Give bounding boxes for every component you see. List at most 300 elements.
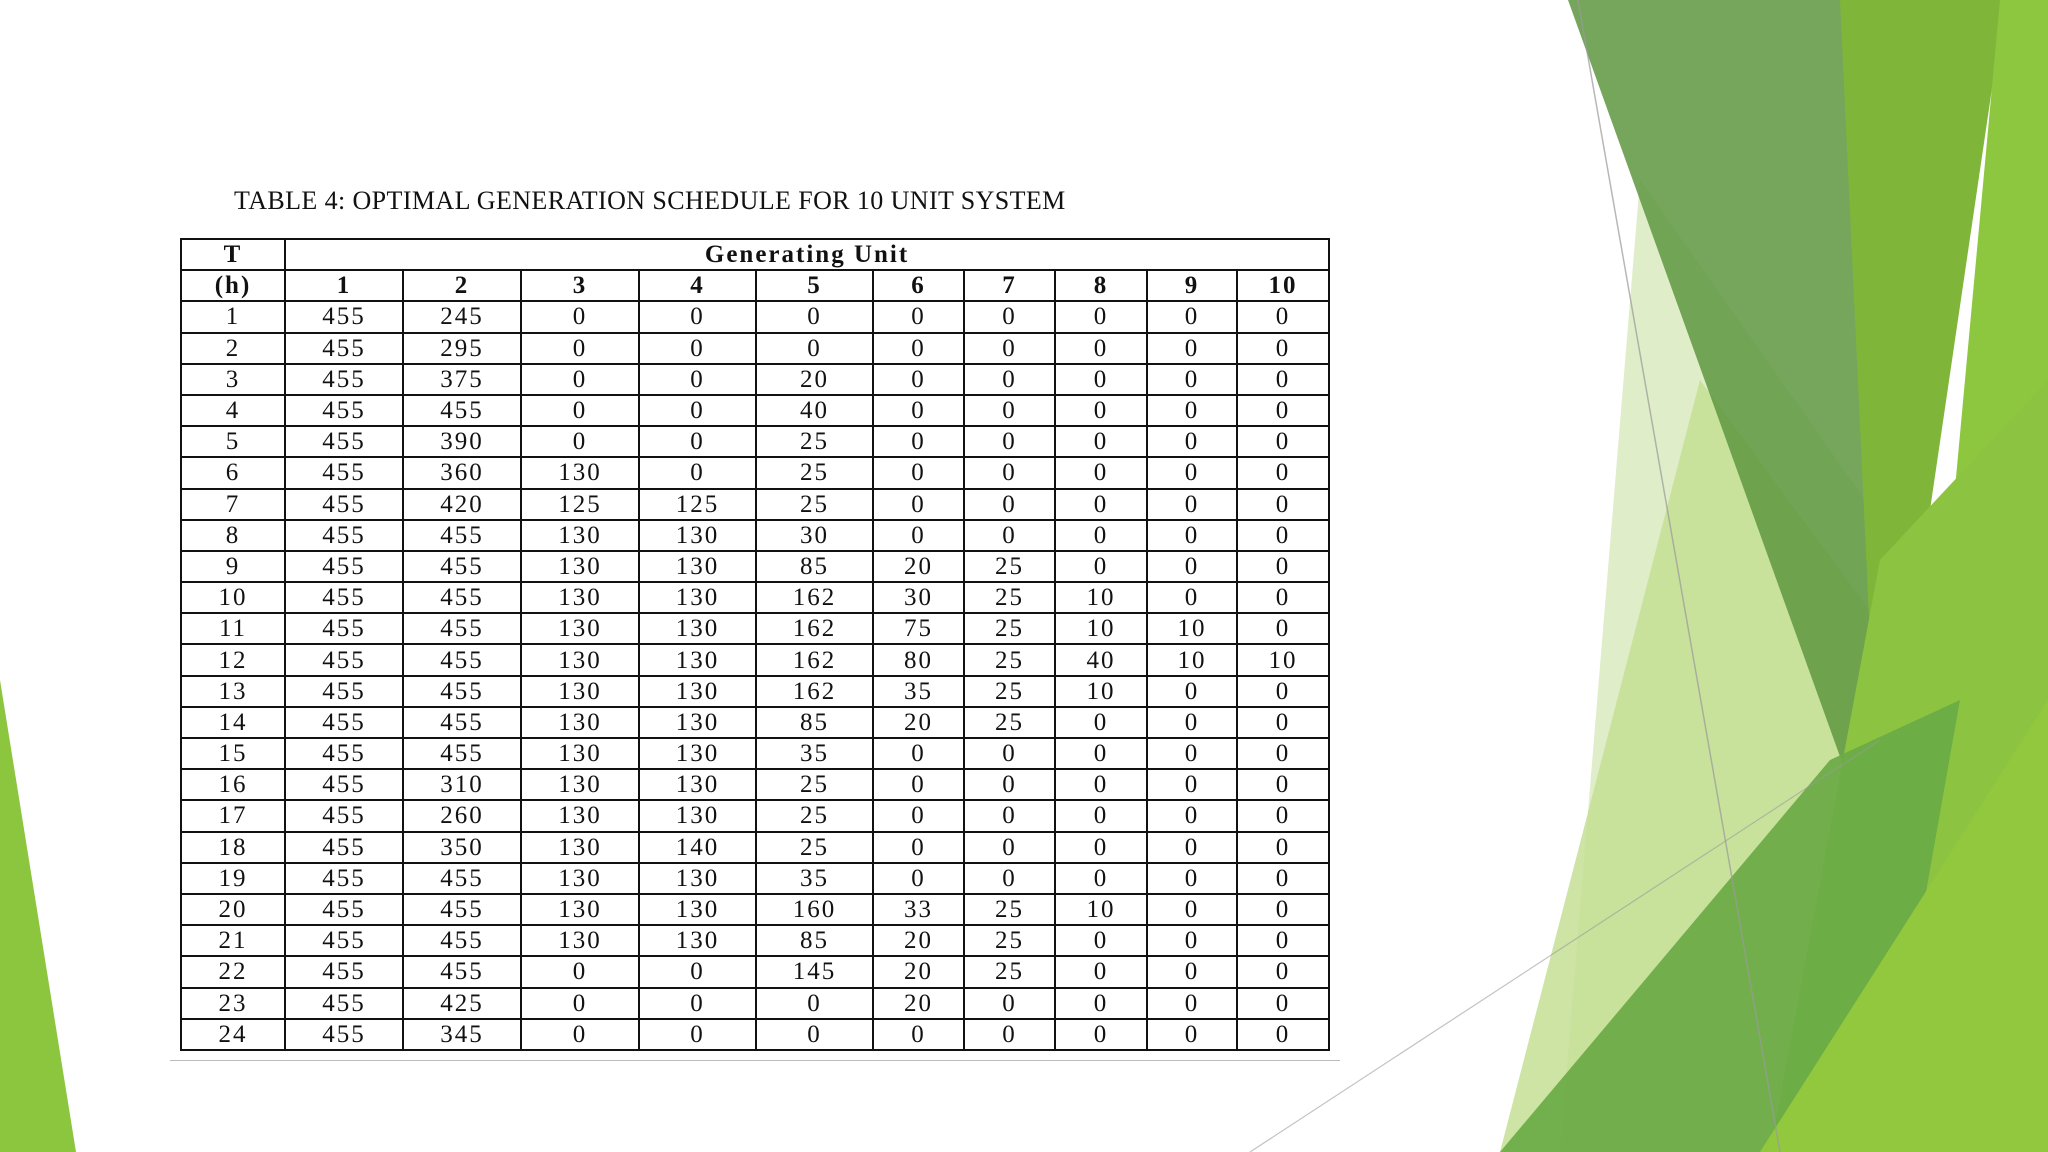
unit-output-cell: 25 <box>756 457 873 488</box>
unit-output-cell: 0 <box>1147 520 1237 551</box>
unit-output-cell: 25 <box>756 769 873 800</box>
unit-header: 8 <box>1055 270 1147 301</box>
table-row <box>181 301 1329 332</box>
unit-output-cell: 455 <box>285 613 403 644</box>
table-row <box>181 551 1329 582</box>
unit-output-cell: 20 <box>873 925 964 956</box>
unit-output-cell: 0 <box>873 395 964 426</box>
table-row <box>181 832 1329 863</box>
unit-output-cell: 0 <box>521 333 639 364</box>
unit-output-cell: 0 <box>1055 988 1147 1019</box>
unit-output-cell: 0 <box>873 364 964 395</box>
unit-output-cell: 0 <box>639 333 756 364</box>
unit-output-cell: 0 <box>1237 489 1329 520</box>
unit-output-cell: 0 <box>1147 707 1237 738</box>
unit-output-cell: 0 <box>1055 333 1147 364</box>
unit-output-cell: 140 <box>639 832 756 863</box>
unit-output-cell: 0 <box>1147 832 1237 863</box>
unit-output-cell: 0 <box>1237 426 1329 457</box>
unit-output-cell: 0 <box>1055 832 1147 863</box>
table-row <box>181 863 1329 894</box>
unit-output-cell: 0 <box>1147 800 1237 831</box>
unit-output-cell: 0 <box>1055 364 1147 395</box>
unit-output-cell: 0 <box>1055 863 1147 894</box>
unit-output-cell: 125 <box>639 489 756 520</box>
unit-output-cell: 80 <box>873 644 964 675</box>
unit-output-cell: 130 <box>521 582 639 613</box>
unit-output-cell: 130 <box>521 551 639 582</box>
unit-output-cell: 455 <box>285 956 403 987</box>
hour-cell: 5 <box>181 426 285 457</box>
table-header <box>181 239 1329 301</box>
unit-output-cell: 0 <box>964 832 1055 863</box>
hour-cell: 15 <box>181 738 285 769</box>
unit-output-cell: 0 <box>964 769 1055 800</box>
table-row <box>181 925 1329 956</box>
unit-output-cell: 455 <box>285 644 403 675</box>
unit-output-cell: 162 <box>756 644 873 675</box>
unit-header: 2 <box>403 270 521 301</box>
left-green-sliver <box>0 680 76 1152</box>
unit-output-cell: 10 <box>1237 644 1329 675</box>
unit-output-cell: 0 <box>964 800 1055 831</box>
table-row <box>181 676 1329 707</box>
unit-output-cell: 10 <box>1055 613 1147 644</box>
unit-output-cell: 0 <box>873 333 964 364</box>
unit-output-cell: 25 <box>964 582 1055 613</box>
hour-cell: 19 <box>181 863 285 894</box>
unit-output-cell: 0 <box>1237 364 1329 395</box>
unit-output-cell: 0 <box>1237 894 1329 925</box>
unit-output-cell: 35 <box>756 738 873 769</box>
unit-output-cell: 455 <box>403 395 521 426</box>
unit-output-cell: 20 <box>873 988 964 1019</box>
unit-output-cell: 35 <box>873 676 964 707</box>
unit-output-cell: 162 <box>756 613 873 644</box>
unit-output-cell: 0 <box>964 426 1055 457</box>
unit-header: 5 <box>756 270 873 301</box>
unit-output-cell: 130 <box>521 832 639 863</box>
unit-output-cell: 0 <box>873 769 964 800</box>
unit-output-cell: 245 <box>403 301 521 332</box>
unit-output-cell: 455 <box>285 1019 403 1050</box>
unit-output-cell: 0 <box>1147 1019 1237 1050</box>
unit-output-cell: 0 <box>639 956 756 987</box>
hour-cell: 3 <box>181 364 285 395</box>
unit-output-cell: 0 <box>1147 426 1237 457</box>
unit-header: 7 <box>964 270 1055 301</box>
unit-output-cell: 0 <box>1237 520 1329 551</box>
unit-output-cell: 455 <box>285 582 403 613</box>
unit-output-cell: 0 <box>873 489 964 520</box>
unit-output-cell: 10 <box>1055 676 1147 707</box>
unit-output-cell: 0 <box>964 457 1055 488</box>
unit-output-cell: 10 <box>1055 894 1147 925</box>
unit-output-cell: 25 <box>964 894 1055 925</box>
unit-output-cell: 130 <box>639 582 756 613</box>
unit-output-cell: 130 <box>639 676 756 707</box>
unit-output-cell: 455 <box>285 863 403 894</box>
unit-output-cell: 0 <box>964 364 1055 395</box>
unit-output-cell: 0 <box>1147 925 1237 956</box>
unit-output-cell: 420 <box>403 489 521 520</box>
unit-output-cell: 85 <box>756 551 873 582</box>
unit-output-cell: 0 <box>1055 1019 1147 1050</box>
unit-output-cell: 375 <box>403 364 521 395</box>
unit-output-cell: 130 <box>521 520 639 551</box>
hour-cell: 17 <box>181 800 285 831</box>
unit-output-cell: 25 <box>964 613 1055 644</box>
unit-output-cell: 0 <box>964 301 1055 332</box>
unit-output-cell: 455 <box>285 832 403 863</box>
unit-output-cell: 130 <box>639 738 756 769</box>
unit-output-cell: 130 <box>639 894 756 925</box>
unit-output-cell: 455 <box>285 489 403 520</box>
unit-output-cell: 160 <box>756 894 873 925</box>
unit-output-cell: 25 <box>964 925 1055 956</box>
unit-output-cell: 0 <box>1055 457 1147 488</box>
generating-unit-header: Generating Unit <box>285 239 1329 270</box>
table-row <box>181 894 1329 925</box>
hour-cell: 9 <box>181 551 285 582</box>
unit-output-cell: 295 <box>403 333 521 364</box>
unit-output-cell: 20 <box>756 364 873 395</box>
unit-output-cell: 0 <box>1237 738 1329 769</box>
hour-cell: 7 <box>181 489 285 520</box>
unit-output-cell: 162 <box>756 676 873 707</box>
unit-output-cell: 0 <box>1055 956 1147 987</box>
unit-output-cell: 0 <box>1147 551 1237 582</box>
unit-output-cell: 75 <box>873 613 964 644</box>
unit-output-cell: 0 <box>964 863 1055 894</box>
unit-output-cell: 40 <box>1055 644 1147 675</box>
unit-output-cell: 0 <box>521 426 639 457</box>
unit-output-cell: 0 <box>1147 894 1237 925</box>
table-row <box>181 489 1329 520</box>
unit-output-cell: 0 <box>1147 364 1237 395</box>
hour-cell: 16 <box>181 769 285 800</box>
unit-output-cell: 25 <box>756 489 873 520</box>
unit-output-cell: 0 <box>1147 333 1237 364</box>
unit-output-cell: 0 <box>1055 301 1147 332</box>
unit-output-cell: 0 <box>1237 301 1329 332</box>
unit-output-cell: 455 <box>403 613 521 644</box>
unit-output-cell: 455 <box>403 707 521 738</box>
unit-output-cell: 0 <box>1147 676 1237 707</box>
unit-output-cell: 130 <box>521 644 639 675</box>
unit-header: 3 <box>521 270 639 301</box>
table-row <box>181 738 1329 769</box>
unit-output-cell: 130 <box>639 644 756 675</box>
table-row <box>181 364 1329 395</box>
table-row <box>181 613 1329 644</box>
t-header-top: T <box>181 239 285 270</box>
unit-output-cell: 455 <box>285 738 403 769</box>
hour-cell: 4 <box>181 395 285 426</box>
unit-output-cell: 0 <box>1055 925 1147 956</box>
table-row <box>181 333 1329 364</box>
unit-output-cell: 455 <box>403 925 521 956</box>
unit-output-cell: 0 <box>521 956 639 987</box>
unit-output-cell: 0 <box>873 1019 964 1050</box>
hour-cell: 8 <box>181 520 285 551</box>
unit-output-cell: 0 <box>1237 395 1329 426</box>
unit-output-cell: 25 <box>964 956 1055 987</box>
unit-output-cell: 350 <box>403 832 521 863</box>
unit-output-cell: 455 <box>285 769 403 800</box>
unit-output-cell: 0 <box>521 988 639 1019</box>
unit-output-cell: 0 <box>639 395 756 426</box>
table-row <box>181 988 1329 1019</box>
unit-output-cell: 0 <box>873 457 964 488</box>
unit-output-cell: 455 <box>403 582 521 613</box>
unit-output-cell: 0 <box>873 301 964 332</box>
unit-output-cell: 455 <box>403 894 521 925</box>
unit-output-cell: 0 <box>1237 676 1329 707</box>
unit-output-cell: 0 <box>1055 707 1147 738</box>
unit-output-cell: 0 <box>1147 582 1237 613</box>
unit-output-cell: 0 <box>873 800 964 831</box>
header-row-group <box>181 239 1329 270</box>
hour-cell: 22 <box>181 956 285 987</box>
unit-output-cell: 0 <box>1055 489 1147 520</box>
table-row <box>181 644 1329 675</box>
unit-output-cell: 10 <box>1147 613 1237 644</box>
unit-output-cell: 310 <box>403 769 521 800</box>
hour-cell: 11 <box>181 613 285 644</box>
unit-output-cell: 130 <box>521 457 639 488</box>
unit-output-cell: 0 <box>756 988 873 1019</box>
unit-output-cell: 0 <box>1055 426 1147 457</box>
unit-output-cell: 0 <box>1055 551 1147 582</box>
unit-output-cell: 0 <box>756 301 873 332</box>
unit-output-cell: 25 <box>756 800 873 831</box>
unit-output-cell: 0 <box>1237 707 1329 738</box>
unit-output-cell: 0 <box>964 988 1055 1019</box>
hour-cell: 2 <box>181 333 285 364</box>
unit-output-cell: 0 <box>1237 769 1329 800</box>
unit-output-cell: 0 <box>1237 582 1329 613</box>
unit-output-cell: 0 <box>1055 520 1147 551</box>
unit-output-cell: 455 <box>285 676 403 707</box>
unit-output-cell: 0 <box>639 364 756 395</box>
unit-output-cell: 0 <box>1237 988 1329 1019</box>
unit-output-cell: 130 <box>521 676 639 707</box>
unit-output-cell: 130 <box>521 738 639 769</box>
unit-output-cell: 145 <box>756 956 873 987</box>
unit-output-cell: 455 <box>285 426 403 457</box>
table-row <box>181 520 1329 551</box>
unit-output-cell: 33 <box>873 894 964 925</box>
unit-header: 1 <box>285 270 403 301</box>
hour-cell: 18 <box>181 832 285 863</box>
unit-output-cell: 0 <box>1147 988 1237 1019</box>
t-header-bottom: (h) <box>181 270 285 301</box>
unit-output-cell: 425 <box>403 988 521 1019</box>
hour-cell: 13 <box>181 676 285 707</box>
unit-output-cell: 130 <box>639 520 756 551</box>
unit-output-cell: 455 <box>285 894 403 925</box>
table-row <box>181 426 1329 457</box>
unit-output-cell: 0 <box>1237 1019 1329 1050</box>
unit-output-cell: 0 <box>1237 863 1329 894</box>
unit-output-cell: 455 <box>403 551 521 582</box>
unit-output-cell: 20 <box>873 956 964 987</box>
unit-output-cell: 130 <box>639 800 756 831</box>
unit-output-cell: 0 <box>873 832 964 863</box>
unit-output-cell: 455 <box>285 520 403 551</box>
unit-output-cell: 0 <box>756 333 873 364</box>
unit-output-cell: 0 <box>521 364 639 395</box>
unit-output-cell: 455 <box>285 925 403 956</box>
unit-header: 4 <box>639 270 756 301</box>
table-row <box>181 707 1329 738</box>
unit-output-cell: 0 <box>639 988 756 1019</box>
unit-output-cell: 455 <box>403 520 521 551</box>
hour-cell: 20 <box>181 894 285 925</box>
unit-header: 6 <box>873 270 964 301</box>
unit-output-cell: 0 <box>639 457 756 488</box>
unit-output-cell: 20 <box>873 551 964 582</box>
unit-output-cell: 0 <box>1147 395 1237 426</box>
unit-output-cell: 25 <box>964 676 1055 707</box>
unit-output-cell: 130 <box>521 800 639 831</box>
unit-output-cell: 35 <box>756 863 873 894</box>
unit-output-cell: 455 <box>403 956 521 987</box>
table-caption: TABLE 4: OPTIMAL GENERATION SCHEDULE FOR 10 UNIT SYSTEM <box>234 186 1066 215</box>
unit-output-cell: 130 <box>521 863 639 894</box>
unit-output-cell: 360 <box>403 457 521 488</box>
unit-output-cell: 0 <box>873 863 964 894</box>
unit-output-cell: 30 <box>873 582 964 613</box>
unit-output-cell: 25 <box>756 832 873 863</box>
unit-output-cell: 455 <box>285 800 403 831</box>
unit-output-cell: 0 <box>1237 956 1329 987</box>
unit-output-cell: 125 <box>521 489 639 520</box>
hour-cell: 12 <box>181 644 285 675</box>
unit-output-cell: 130 <box>521 894 639 925</box>
unit-output-cell: 0 <box>1055 738 1147 769</box>
unit-output-cell: 390 <box>403 426 521 457</box>
table-row <box>181 395 1329 426</box>
unit-output-cell: 40 <box>756 395 873 426</box>
unit-output-cell: 130 <box>521 925 639 956</box>
table-block <box>170 186 1340 1066</box>
hour-cell: 23 <box>181 988 285 1019</box>
unit-output-cell: 0 <box>1147 457 1237 488</box>
unit-output-cell: 0 <box>873 520 964 551</box>
unit-output-cell: 455 <box>403 676 521 707</box>
table-base-rule <box>170 1060 1340 1061</box>
unit-header: 9 <box>1147 270 1237 301</box>
unit-output-cell: 0 <box>521 301 639 332</box>
unit-output-cell: 25 <box>964 551 1055 582</box>
unit-output-cell: 10 <box>1055 582 1147 613</box>
unit-header: 10 <box>1237 270 1329 301</box>
unit-output-cell: 130 <box>521 613 639 644</box>
unit-output-cell: 455 <box>285 364 403 395</box>
unit-output-cell: 455 <box>403 863 521 894</box>
header-row-units <box>181 270 1329 301</box>
hour-cell: 10 <box>181 582 285 613</box>
unit-output-cell: 130 <box>639 769 756 800</box>
hour-cell: 1 <box>181 301 285 332</box>
unit-output-cell: 0 <box>1147 489 1237 520</box>
unit-output-cell: 0 <box>1055 800 1147 831</box>
unit-output-cell: 345 <box>403 1019 521 1050</box>
unit-output-cell: 130 <box>639 551 756 582</box>
table-row <box>181 1019 1329 1050</box>
unit-output-cell: 130 <box>639 925 756 956</box>
unit-output-cell: 30 <box>756 520 873 551</box>
table-row <box>181 582 1329 613</box>
hour-cell: 24 <box>181 1019 285 1050</box>
unit-output-cell: 25 <box>756 426 873 457</box>
unit-output-cell: 0 <box>639 301 756 332</box>
unit-output-cell: 130 <box>521 707 639 738</box>
unit-output-cell: 0 <box>964 1019 1055 1050</box>
unit-output-cell: 455 <box>403 738 521 769</box>
unit-output-cell: 0 <box>1147 769 1237 800</box>
unit-output-cell: 0 <box>1147 863 1237 894</box>
unit-output-cell: 0 <box>521 395 639 426</box>
unit-output-cell: 0 <box>1055 769 1147 800</box>
unit-output-cell: 0 <box>639 1019 756 1050</box>
unit-output-cell: 455 <box>285 988 403 1019</box>
unit-output-cell: 162 <box>756 582 873 613</box>
unit-output-cell: 0 <box>964 489 1055 520</box>
unit-output-cell: 130 <box>639 863 756 894</box>
unit-output-cell: 455 <box>285 457 403 488</box>
hour-cell: 6 <box>181 457 285 488</box>
unit-output-cell: 0 <box>1147 956 1237 987</box>
table-row <box>181 956 1329 987</box>
unit-output-cell: 455 <box>285 707 403 738</box>
unit-output-cell: 260 <box>403 800 521 831</box>
table-body <box>181 301 1329 1050</box>
unit-output-cell: 0 <box>1237 925 1329 956</box>
unit-output-cell: 455 <box>285 551 403 582</box>
unit-output-cell: 455 <box>285 395 403 426</box>
generation-schedule-table <box>180 238 1330 1051</box>
unit-output-cell: 0 <box>873 426 964 457</box>
unit-output-cell: 25 <box>964 707 1055 738</box>
table-row <box>181 800 1329 831</box>
table-row <box>181 457 1329 488</box>
unit-output-cell: 0 <box>1147 301 1237 332</box>
unit-output-cell: 85 <box>756 925 873 956</box>
unit-output-cell: 0 <box>964 738 1055 769</box>
unit-output-cell: 130 <box>639 613 756 644</box>
unit-output-cell: 0 <box>873 738 964 769</box>
unit-output-cell: 0 <box>521 1019 639 1050</box>
unit-output-cell: 0 <box>1055 395 1147 426</box>
unit-output-cell: 20 <box>873 707 964 738</box>
unit-output-cell: 455 <box>285 301 403 332</box>
unit-output-cell: 0 <box>964 520 1055 551</box>
hour-cell: 14 <box>181 707 285 738</box>
table-row <box>181 769 1329 800</box>
unit-output-cell: 455 <box>285 333 403 364</box>
unit-output-cell: 455 <box>403 644 521 675</box>
unit-output-cell: 0 <box>964 395 1055 426</box>
unit-output-cell: 130 <box>521 769 639 800</box>
unit-output-cell: 0 <box>1237 333 1329 364</box>
unit-output-cell: 0 <box>1147 738 1237 769</box>
unit-output-cell: 0 <box>1237 800 1329 831</box>
unit-output-cell: 25 <box>964 644 1055 675</box>
unit-output-cell: 10 <box>1147 644 1237 675</box>
